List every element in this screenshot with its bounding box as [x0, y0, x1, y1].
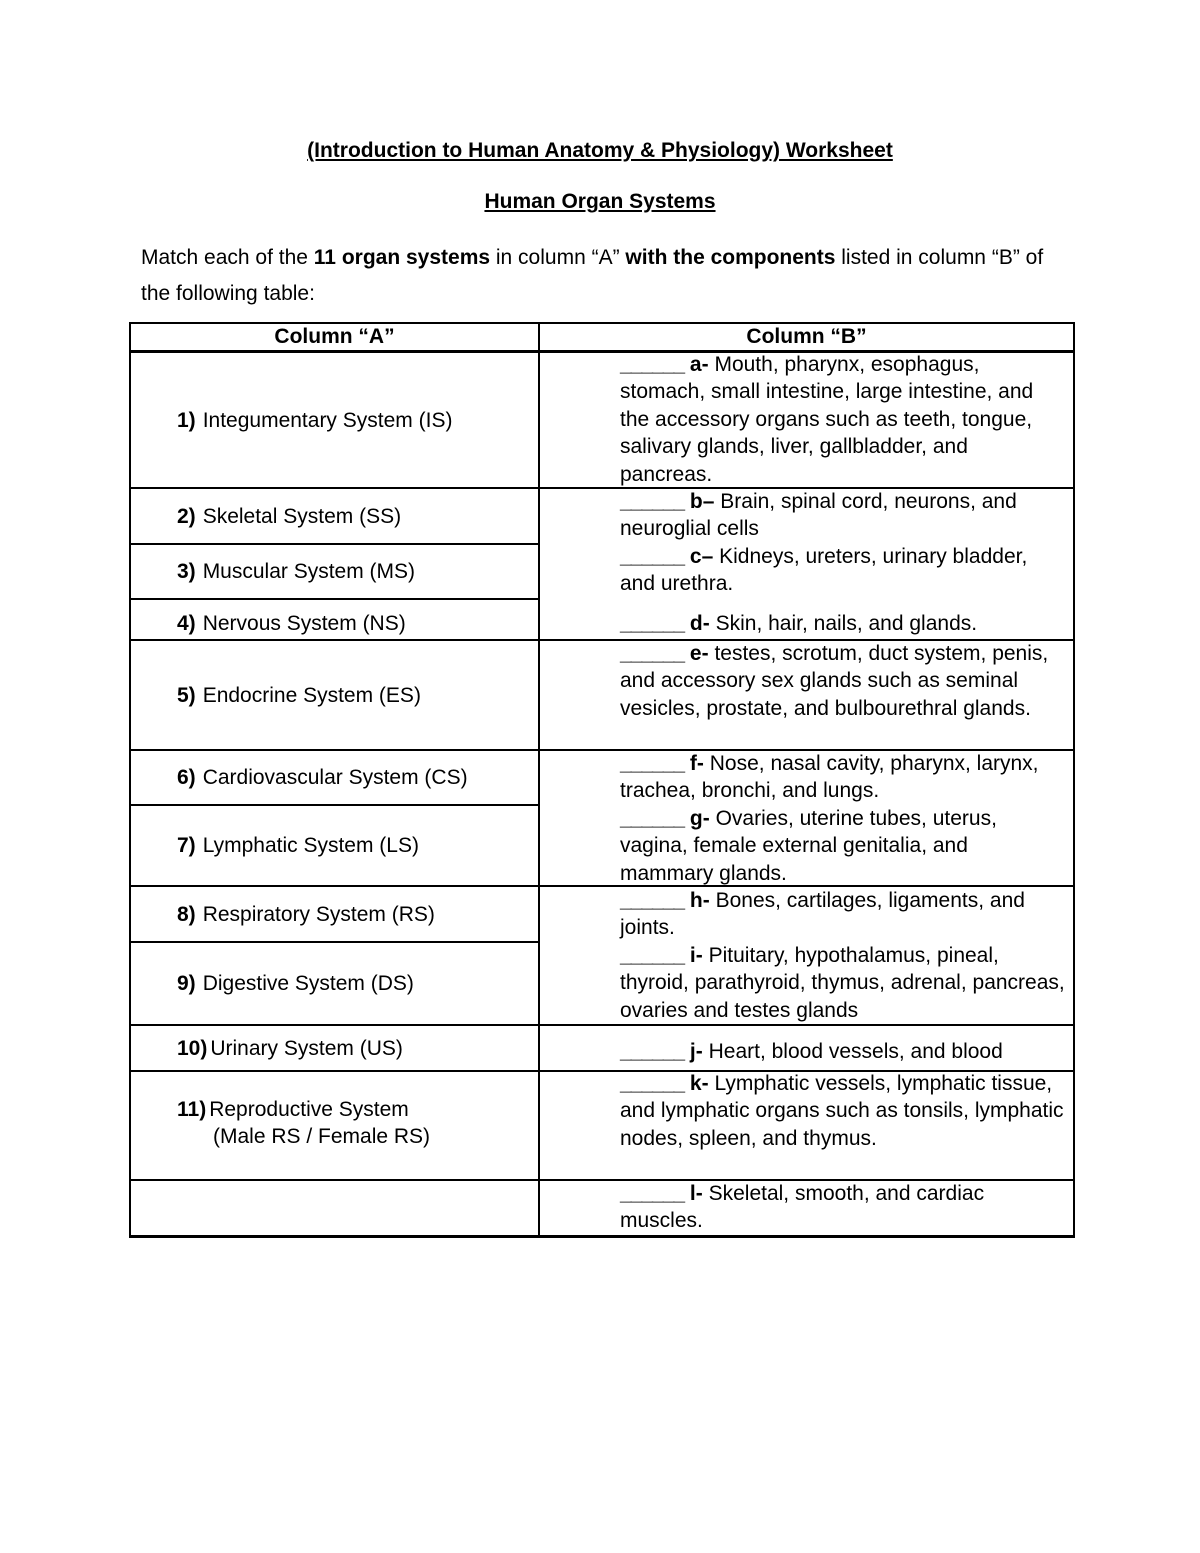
system-row [131, 943, 538, 1024]
system-row [131, 1072, 538, 1179]
system-label: Cardiovascular System (CS) [202, 766, 468, 789]
component-item-f [620, 750, 1065, 805]
answer-blank: ______ [620, 1040, 685, 1063]
component-item-h [620, 887, 1065, 942]
component-letter: k- [689, 1072, 709, 1095]
system-label: Urinary System (US) [210, 1036, 403, 1060]
system-label-group [177, 1096, 430, 1150]
system-number: 3) [177, 560, 196, 583]
system-number: 7) [177, 834, 196, 857]
system-label: Reproductive System [209, 1098, 409, 1121]
system-label: Lymphatic System (LS) [202, 834, 419, 857]
component-item-g [620, 805, 1065, 887]
system-number: 11) [177, 1098, 207, 1121]
instructions [141, 240, 1071, 312]
system-label: Digestive System (DS) [202, 972, 414, 995]
system-row [131, 1026, 538, 1070]
system-label: Respiratory System (RS) [202, 902, 435, 926]
answer-blank: ______ [620, 353, 685, 376]
component-text: Lymphatic vessels, lymphatic tissue, and lymphatic organs such as tonsils, lymphatic nodes, spleen, and thymus. [620, 1072, 1064, 1150]
component-item-d [620, 610, 1065, 637]
answer-blank: ______ [620, 1072, 685, 1095]
worksheet-subtitle: Human Organ Systems [484, 190, 716, 213]
component-letter: f- [689, 752, 704, 775]
system-row [131, 806, 538, 885]
system-number: 2) [177, 504, 196, 528]
instructions-bold-1: 11 organ systems [313, 246, 491, 269]
component-letter: b– [689, 490, 715, 513]
instructions-text-3: listed in column “B” of the following table: [141, 246, 1044, 305]
system-label: Endocrine System (ES) [202, 683, 421, 707]
component-letter: c– [689, 545, 714, 568]
answer-blank: ______ [620, 490, 685, 513]
answer-blank: ______ [620, 944, 685, 967]
component-text: Ovaries, uterine tubes, uterus, vagina, female external genitalia, and mammary glands. [620, 807, 997, 885]
system-label: Skeletal System (SS) [202, 504, 402, 528]
answer-blank: ______ [620, 889, 685, 912]
component-text: Pituitary, hypothalamus, pineal, thyroid, parathyroid, thymus, adrenal, pancreas, ovaries and testes glands [620, 944, 1065, 1022]
component-letter: d- [689, 612, 710, 635]
worksheet-title: (Introduction to Human Anatomy & Physiology) Worksheet [307, 139, 893, 162]
column-b-header: Column “B” [746, 325, 867, 348]
component-text: Skeletal, smooth, and cardiac muscles. [620, 1182, 985, 1233]
component-item-c [620, 543, 1065, 598]
answer-blank: ______ [620, 642, 685, 665]
component-text: testes, scrotum, duct system, penis, and accessory sex glands such as seminal vesicles, prostate, and bulbourethral glands. [620, 642, 1049, 720]
component-letter: a- [689, 353, 709, 376]
instructions-text-2: in column “A” [490, 246, 626, 269]
answer-blank: ______ [620, 1182, 685, 1205]
system-label: Muscular System (MS) [202, 560, 416, 583]
system-label: Integumentary System (IS) [202, 408, 453, 432]
system-row [131, 545, 538, 598]
component-item-a [620, 351, 1065, 488]
answer-blank: ______ [620, 612, 685, 635]
system-number: 10) [177, 1036, 208, 1060]
answer-blank: ______ [620, 545, 685, 568]
component-letter: l- [689, 1182, 703, 1205]
table-border-bottom [129, 1235, 1075, 1238]
component-text: Mouth, pharynx, esophagus, stomach, small intestine, large intestine, and the accessory organs such as teeth, tongue, salivary glands, liver, gallbladder, and pancreas. [620, 353, 1034, 486]
table-border-right [1073, 322, 1075, 1238]
component-text: Heart, blood vessels, and blood [708, 1040, 1003, 1063]
column-a-rule [129, 598, 539, 600]
component-item-i [620, 942, 1065, 1024]
system-number: 6) [177, 766, 196, 789]
system-row [131, 641, 538, 749]
component-text: Bones, cartilages, ligaments, and joints. [620, 889, 1025, 940]
system-row [131, 887, 538, 941]
component-item-e [620, 640, 1065, 722]
component-item-l [620, 1180, 1065, 1235]
matching-table [129, 322, 1075, 1237]
instructions-text-1: Match each of the [141, 246, 314, 269]
component-text: Nose, nasal cavity, pharynx, larynx, trachea, bronchi, and lungs. [620, 752, 1039, 803]
column-a-header: Column “A” [274, 325, 395, 348]
component-letter: e- [689, 642, 709, 665]
system-number: 4) [177, 611, 196, 635]
system-row [131, 489, 538, 543]
column-divider [538, 322, 540, 1238]
component-text: Brain, spinal cord, neurons, and neuroglial cells [620, 490, 1017, 541]
answer-blank: ______ [620, 752, 685, 775]
answer-blank: ______ [620, 807, 685, 830]
instructions-bold-2: with the components [625, 246, 836, 269]
component-item-b [620, 488, 1065, 543]
system-label-sub: (Male RS / Female RS) [213, 1125, 431, 1148]
system-row [131, 353, 538, 487]
component-item-k [620, 1070, 1065, 1152]
system-number: 9) [177, 972, 196, 995]
component-letter: i- [689, 944, 703, 967]
component-text: Skin, hair, nails, and glands. [715, 612, 978, 635]
component-text: Kidneys, ureters, urinary bladder, and urethra. [620, 545, 1028, 596]
system-number: 8) [177, 902, 196, 926]
component-letter: h- [689, 889, 710, 912]
component-letter: j- [689, 1040, 703, 1063]
system-row [131, 751, 538, 804]
system-label: Nervous System (NS) [202, 611, 406, 635]
system-row [131, 608, 538, 638]
system-number: 5) [177, 683, 196, 707]
component-letter: g- [689, 807, 710, 830]
system-number: 1) [177, 408, 196, 432]
component-item-j [620, 1038, 1065, 1065]
